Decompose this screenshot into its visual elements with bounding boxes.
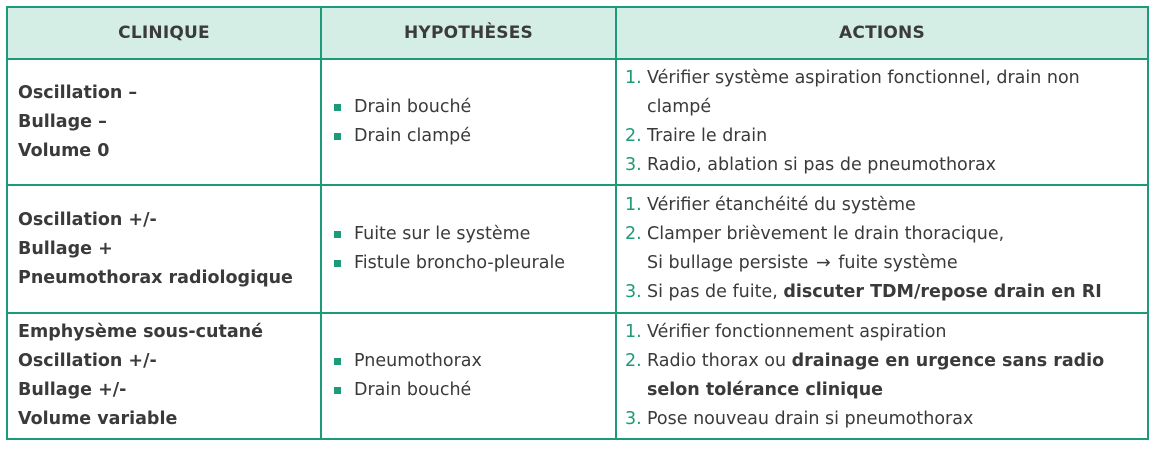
table-row (7, 59, 1148, 185)
clinique-cell (7, 59, 321, 185)
action-text: Radio, ablation si pas de pneumothorax (647, 155, 997, 175)
action-item (625, 405, 1139, 434)
hypothesis-item (332, 93, 607, 122)
clinique-cell (7, 185, 321, 313)
action-number: 3. (625, 282, 642, 302)
action-item (625, 220, 1139, 278)
hypothesis-item (332, 220, 607, 249)
hypotheses-cell (321, 185, 616, 313)
table-row (7, 185, 1148, 313)
action-item (625, 122, 1139, 151)
action-item (625, 318, 1139, 347)
clinique-line: Oscillation +/- (18, 209, 157, 230)
hypothesis-text: Pneumothorax (354, 351, 482, 371)
clinique-line: Emphysème sous-cutané (18, 322, 263, 342)
hypothesis-text: Fuite sur le système (354, 224, 531, 244)
action-number: 3. (625, 409, 642, 429)
clinique-line: Bullage + (18, 238, 113, 259)
clinique-line: Bullage +/- (18, 380, 127, 400)
action-item (625, 191, 1139, 220)
hypothesis-item (332, 122, 607, 151)
action-number: 2. (625, 126, 642, 146)
action-item (625, 278, 1139, 307)
square-bullet-icon (334, 133, 341, 140)
header-hypotheses: HYPOTHÈSES (321, 7, 616, 59)
hypotheses-cell (321, 59, 616, 185)
clinique-line: Bullage – (18, 111, 107, 132)
table-row (7, 313, 1148, 439)
action-text: Pose nouveau drain si pneumothorax (647, 409, 974, 429)
table-header-row (7, 7, 1148, 59)
header-actions: ACTIONS (616, 7, 1148, 59)
header-clinique: CLINIQUE (7, 7, 321, 59)
action-text-cont-pre: Si bullage persiste (647, 253, 809, 273)
actions-cell (616, 59, 1148, 185)
square-bullet-icon (334, 231, 341, 238)
clinique-line: Volume 0 (18, 140, 110, 161)
action-number: 3. (625, 155, 642, 175)
action-number: 2. (625, 351, 642, 371)
action-text-bold: discuter TDM/repose drain en RI (783, 282, 1102, 302)
hypothesis-text: Drain clampé (354, 126, 472, 146)
action-text: Vérifier système aspiration fonctionnel, drain non (647, 68, 1080, 88)
clinique-line: Oscillation +/- (18, 351, 157, 371)
action-text: Si pas de fuite, (647, 282, 784, 302)
square-bullet-icon (334, 260, 341, 267)
action-text-bold-cont: selon tolérance clinique (647, 380, 884, 400)
clinique-line: Oscillation – (18, 82, 138, 103)
clinique-cell (7, 313, 321, 439)
action-text: Radio thorax ou (647, 351, 792, 371)
hypothesis-text: Drain bouché (354, 97, 472, 117)
action-text-cont-post: fuite système (838, 253, 958, 273)
action-item (625, 151, 1139, 180)
action-number: 2. (625, 224, 642, 244)
action-number: 1. (625, 322, 642, 342)
hypothesis-text: Fistule broncho-pleurale (354, 253, 566, 273)
square-bullet-icon (334, 358, 341, 365)
hypothesis-item (332, 249, 607, 278)
clinique-line: Pneumothorax radiologique (18, 267, 293, 288)
actions-cell (616, 313, 1148, 439)
hypotheses-cell (321, 313, 616, 439)
hypothesis-item (332, 347, 607, 376)
action-text-cont: clampé (647, 97, 712, 117)
action-text: Clamper brièvement le drain thoracique, (647, 224, 1005, 244)
action-number: 1. (625, 68, 642, 88)
action-text: Vérifier étanchéité du système (647, 195, 916, 215)
decision-table (6, 6, 1149, 440)
arrow-right-icon: → (816, 253, 831, 273)
square-bullet-icon (334, 104, 341, 111)
clinique-line: Volume variable (18, 409, 178, 429)
action-text: Traire le drain (647, 126, 768, 146)
action-item (625, 347, 1139, 405)
action-number: 1. (625, 195, 642, 215)
hypothesis-text: Drain bouché (354, 380, 472, 400)
actions-cell (616, 185, 1148, 313)
square-bullet-icon (334, 387, 341, 394)
action-text-bold: drainage en urgence sans radio (791, 351, 1105, 371)
action-text-cont (647, 249, 1139, 278)
action-text: Vérifier fonctionnement aspiration (647, 322, 947, 342)
action-item (625, 64, 1139, 122)
hypothesis-item (332, 376, 607, 405)
